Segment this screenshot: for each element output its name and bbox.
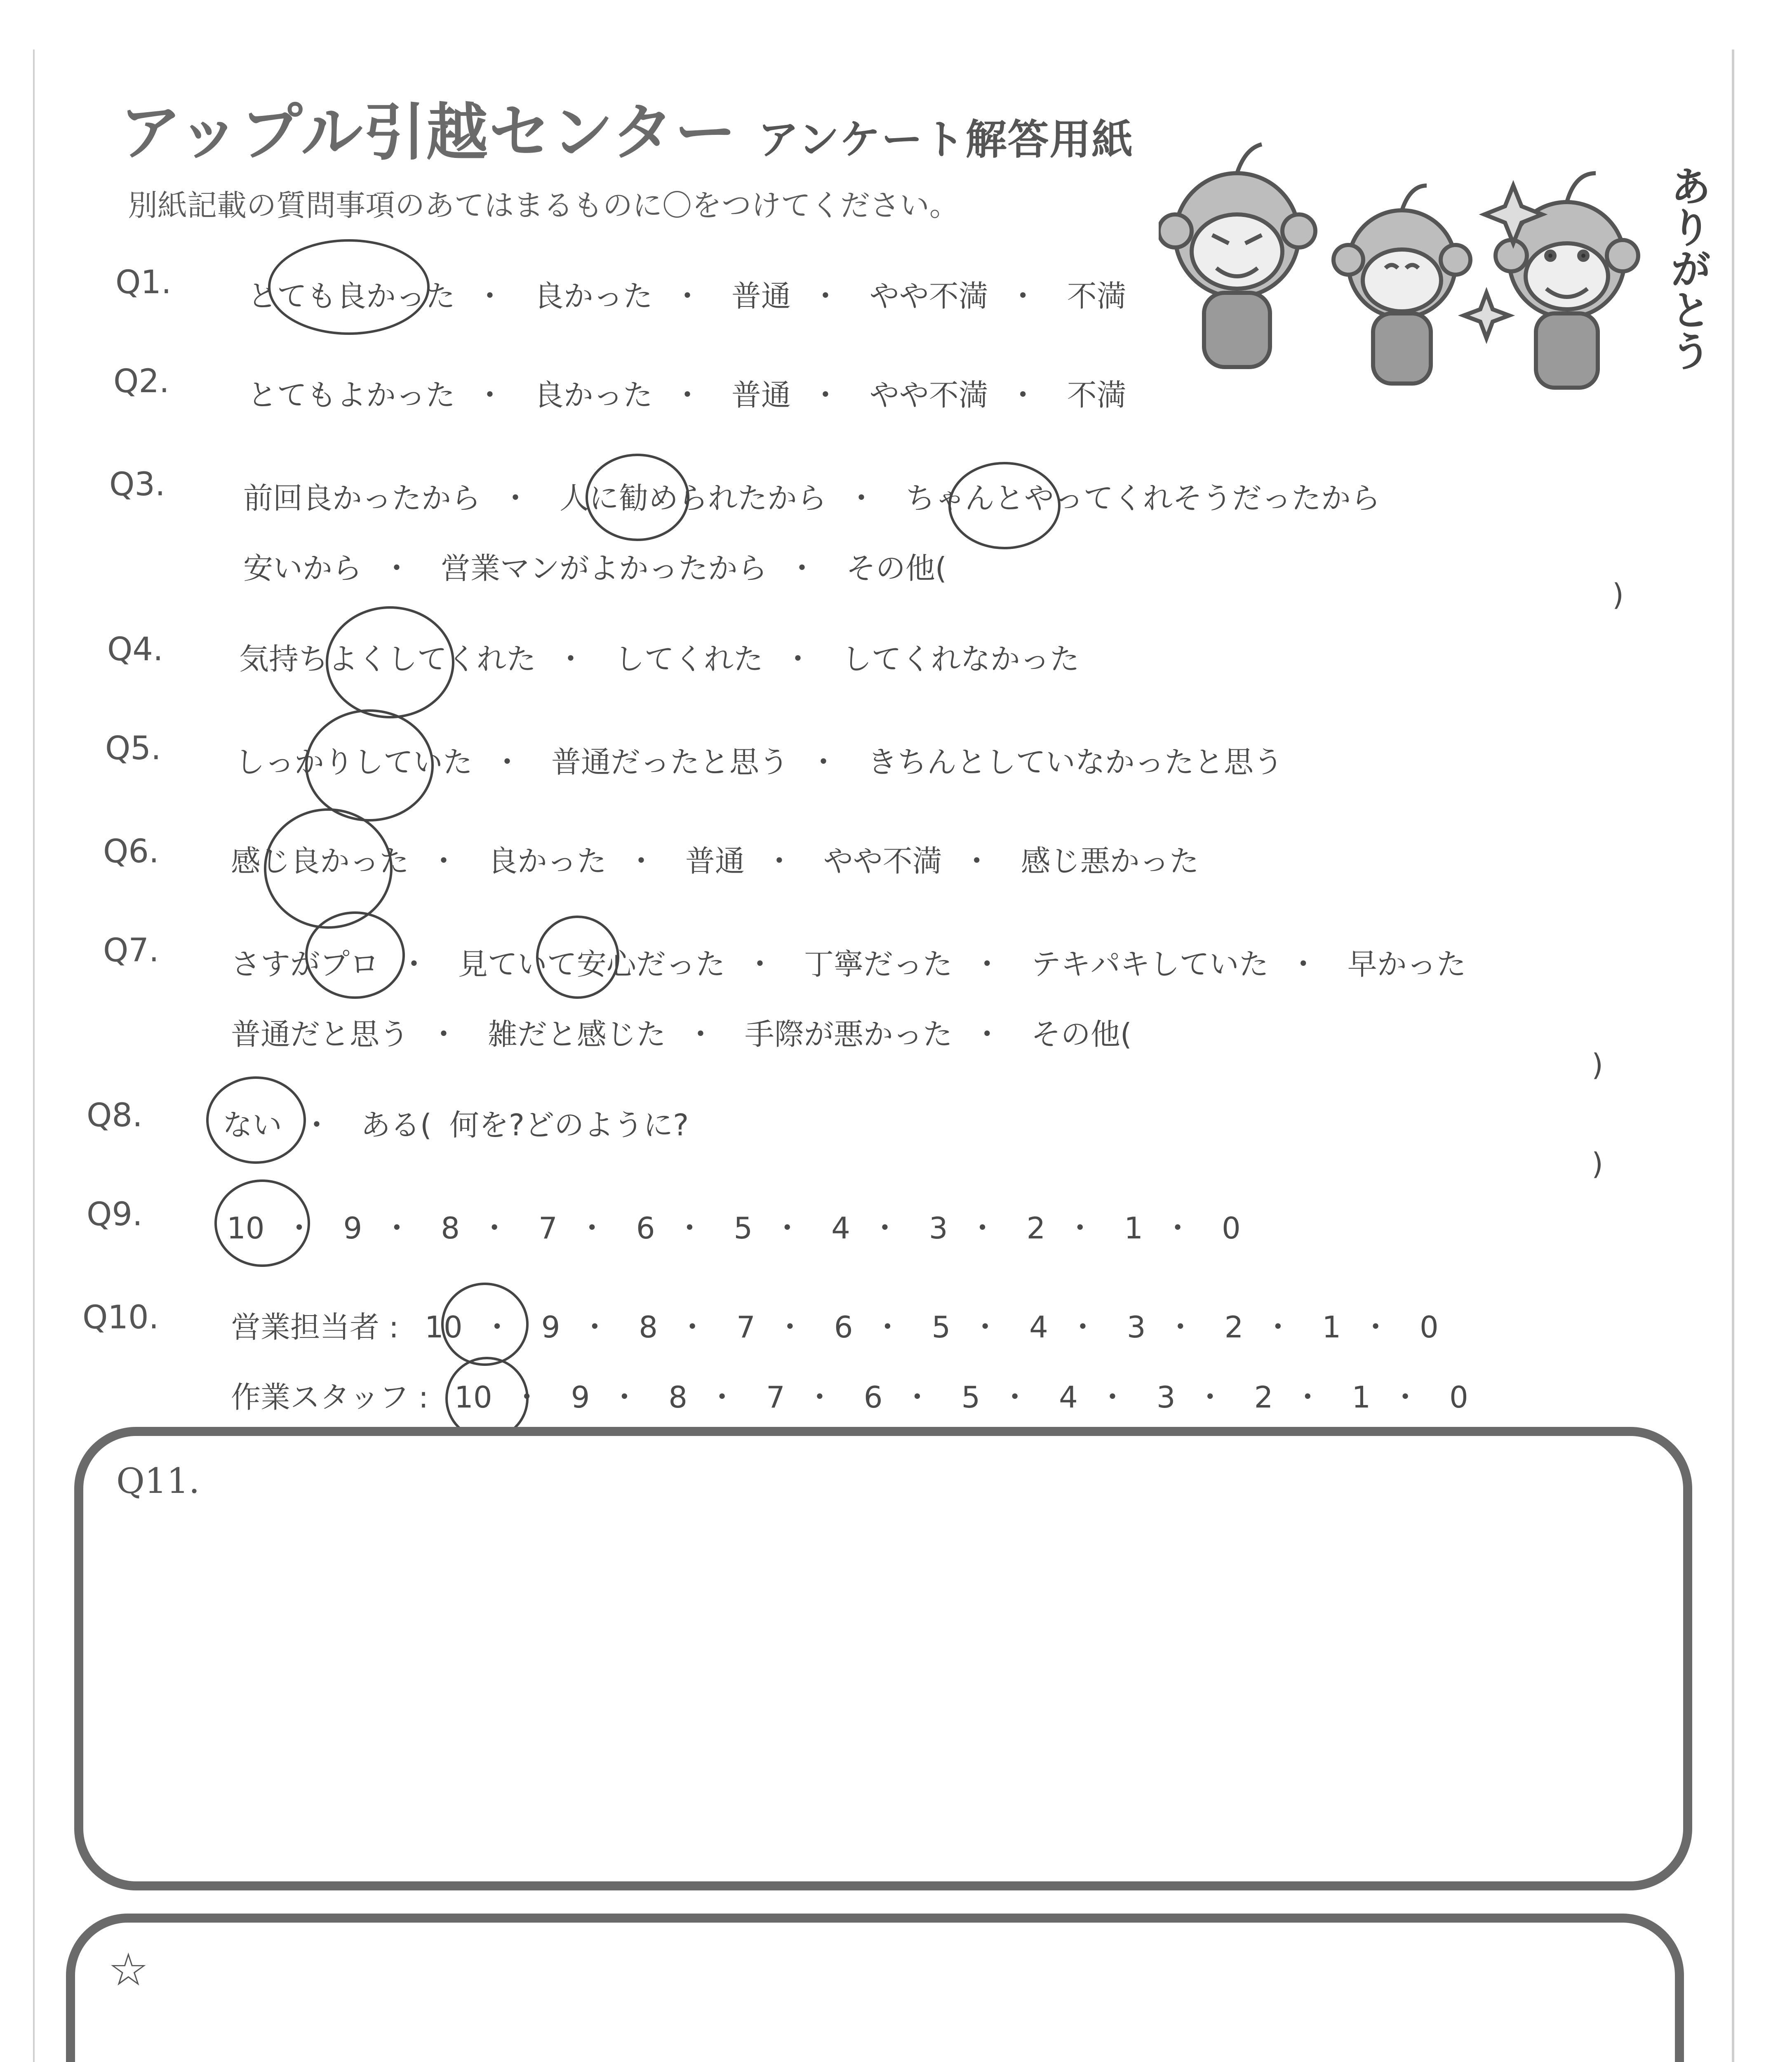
q6-option[interactable]: 普通 [685,844,745,878]
q3-number: Q3. [109,466,165,503]
q10-staff-option[interactable]: 7 [766,1380,785,1415]
q5-option[interactable]: しっかりしていた [235,745,473,779]
q2-option[interactable]: とてもよかった [247,378,456,412]
q8-close-paren: ) [1592,1146,1604,1181]
q9-number: Q9. [87,1196,143,1233]
form-name: アンケート解答用紙 [757,115,1134,164]
q2-options: とてもよかった ・ 良かった ・ 普通 ・ やや不満 ・ 不満 [247,378,1126,412]
q4-option[interactable]: してくれた [614,642,763,676]
q10-sales-option[interactable]: 5 [931,1310,951,1344]
q10-staff-option[interactable]: 4 [1059,1380,1078,1415]
q1-option[interactable]: 良かった [534,279,653,313]
left-scan-edge [33,49,35,2062]
q7-options-row2: 普通だと思う ・ 雑だと感じた ・ 手際が悪かった ・ その他( [231,1017,1132,1052]
q10-sales-option[interactable]: 4 [1029,1310,1048,1344]
q3-option[interactable]: 営業マンがよかったから [440,551,767,586]
q3-answer-circle-1 [586,454,689,541]
q9-option[interactable]: 0 [1222,1211,1241,1245]
q6-option[interactable]: 良かった [487,844,607,878]
q9-option[interactable]: 3 [929,1211,948,1245]
q10-staff-label: 作業スタッフ : [231,1380,429,1415]
q10-sales-option[interactable]: 9 [541,1310,560,1344]
q11-label: Q11. [116,1461,200,1501]
q8-option[interactable]: ない [223,1108,282,1142]
q6-option[interactable]: 感じ良かった [231,844,409,878]
q2-number: Q2. [113,363,169,400]
q10-staff-option[interactable]: 2 [1254,1380,1273,1415]
q3-answer-circle-2 [948,462,1061,549]
q10-sales-row: 営業担当者 : 10 ・ 9 ・ 8 ・ 7 ・ 6 ・ 5 ・ 4 ・ 3 ・ 2 ・ 1 ・ 0 [231,1310,1439,1344]
q9-option[interactable]: 6 [636,1211,655,1245]
q6-option[interactable]: やや不満 [823,844,942,878]
q4-number: Q4. [107,631,163,668]
q1-option[interactable]: とても良かった [247,279,456,313]
q6-number: Q6. [103,833,159,870]
q8-number: Q8. [87,1097,143,1134]
q10-staff-option[interactable]: 8 [668,1380,688,1415]
company-name: アップル引越センター [120,97,737,169]
q3-option[interactable]: 前回良かったから [243,481,481,516]
q5-option[interactable]: 普通だったと思う [551,745,789,779]
q1-number: Q1. [115,264,172,301]
q3-option[interactable]: ちゃんとやってくれそうだったから [905,481,1380,516]
q10-sales-option[interactable]: 1 [1322,1310,1341,1344]
q10-staff-option[interactable]: 0 [1449,1380,1468,1415]
q9-option[interactable]: 10 [227,1211,265,1245]
q9-option[interactable]: 4 [831,1211,850,1245]
q2-option[interactable]: 良かった [534,378,653,412]
q9-option[interactable]: 1 [1124,1211,1143,1245]
q6-option[interactable]: 感じ悪かった [1021,844,1199,878]
q8-answer-circle [206,1076,306,1164]
q3-close-paren: ) [1612,577,1624,612]
q5-options: しっかりしていた ・ 普通だったと思う ・ きちんとしていなかったと思う [235,745,1283,779]
right-scan-edge [1732,49,1734,2062]
q8-options: ない ・ ある( 何を?どのように? [223,1108,689,1142]
q10-staff-option[interactable]: 3 [1156,1380,1176,1415]
q10-number: Q10. [82,1299,159,1336]
q9-option[interactable]: 9 [343,1211,362,1245]
q9-answer-circle [214,1179,310,1267]
header-title [120,82,1134,172]
q6-options: 感じ良かった ・ 良かった ・ 普通 ・ やや不満 ・ 感じ悪かった [231,844,1199,878]
q10-sales-option[interactable]: 8 [639,1310,658,1344]
q9-option[interactable]: 5 [734,1211,753,1245]
q1-option[interactable]: やや不満 [869,279,988,313]
q10-staff-option[interactable]: 9 [571,1380,590,1415]
monkey-2-icon [1333,186,1470,384]
instruction-text: 別紙記載の質問事項のあてはまるものに〇をつけてください。 [128,188,959,223]
sparkle-icon-2 [1464,293,1509,338]
q7-option[interactable]: 早かった [1347,947,1466,982]
q10-staff-option[interactable]: 10 [454,1380,492,1415]
q10-staff-row: 作業スタッフ : 10 ・ 9 ・ 8 ・ 7 ・ 6 ・ 5 ・ 4 ・ 3 ・ 2 ・ 1 ・ 0 [231,1380,1468,1415]
q3-options-row2: 安いから ・ 営業マンがよかったから ・ その他( [243,551,947,586]
q10-sales-option[interactable]: 0 [1420,1310,1439,1344]
star-comment-box[interactable] [66,1914,1684,2062]
q8-prompt: 何を?どのように? [449,1108,689,1142]
q1-option[interactable]: 普通 [731,279,791,313]
q4-answer-circle [326,606,454,718]
q5-answer-circle [305,709,434,822]
monkey-mascots-illustration [1159,132,1674,421]
q11-comment-box[interactable] [74,1427,1692,1890]
q7-option[interactable]: さすがプロ [231,947,380,982]
q7-option[interactable]: 手際が悪かった [744,1017,952,1052]
q2-option[interactable]: やや不満 [869,378,988,412]
thanks-text: ありがとう [1663,165,1712,371]
survey-sheet [25,49,1748,2062]
q7-options-row1: さすがプロ ・ 見ていて安心だった ・ 丁寧だった ・ テキパキしていた ・ 早かった [231,947,1466,982]
q4-options: 気持ちよくしてくれた ・ してくれた ・ してくれなかった [239,642,1079,676]
q4-option[interactable]: 気持ちよくしてくれた [239,642,536,676]
q7-number: Q7. [103,932,159,969]
q7-option[interactable]: 見ていて安心だった [458,947,725,982]
q7-close-paren: ) [1592,1047,1604,1082]
q10-sales-option[interactable]: 7 [736,1310,755,1344]
q2-option[interactable]: 不満 [1067,378,1126,412]
q10-staff-option[interactable]: 6 [863,1380,883,1415]
q9-option[interactable]: 7 [538,1211,557,1245]
q9-scale: 10 ・ 9 ・ 8 ・ 7 ・ 6 ・ 5 ・ 4 ・ 3 ・ 2 ・ 1 ・ 0 [227,1211,1241,1245]
star-label: ☆ [108,1943,149,1996]
q10-sales-option[interactable]: 6 [834,1310,853,1344]
q10-sales-option[interactable]: 2 [1224,1310,1244,1344]
q3-options-row1: 前回良かったから ・ 人に勧められたから ・ ちゃんとやってくれそうだったから [243,481,1380,516]
q10-staff-option[interactable]: 1 [1352,1380,1371,1415]
q10-sales-answer-circle [441,1283,529,1366]
q3-option[interactable]: その他( [846,551,947,586]
q1-answer-circle [268,239,430,335]
q10-sales-option[interactable]: 3 [1126,1310,1146,1344]
q1-options: とても良かった ・ 良かった ・ 普通 ・ やや不満 ・ 不満 [247,279,1126,313]
q7-option[interactable]: テキパキしていた [1031,947,1269,982]
q3-option[interactable]: 安いから [243,551,362,586]
q10-sales-option[interactable]: 10 [425,1310,463,1344]
q7-option[interactable]: その他( [1031,1017,1132,1052]
monkey-1-icon [1159,144,1315,367]
q7-option[interactable]: 普通だと思う [231,1017,409,1052]
q2-option[interactable]: 普通 [731,378,791,412]
q7-option[interactable]: 丁寧だった [804,947,952,982]
q9-option[interactable]: 8 [441,1211,460,1245]
q7-option[interactable]: 雑だと感じた [487,1017,666,1052]
q6-answer-circle [264,808,393,929]
q3-option[interactable]: 人に勧められたから [559,481,827,516]
q8-option[interactable]: ある( [360,1108,432,1142]
q4-option[interactable]: してくれなかった [842,642,1079,676]
q5-option[interactable]: きちんとしていなかったと思う [867,745,1283,779]
q9-option[interactable]: 2 [1026,1211,1046,1245]
q10-sales-label: 営業担当者 : [231,1310,399,1344]
q5-number: Q5. [105,730,161,767]
q7-answer-circle-1 [305,911,405,999]
q7-answer-circle-2 [536,916,619,999]
q1-option[interactable]: 不満 [1067,279,1126,313]
q10-staff-option[interactable]: 5 [961,1380,981,1415]
